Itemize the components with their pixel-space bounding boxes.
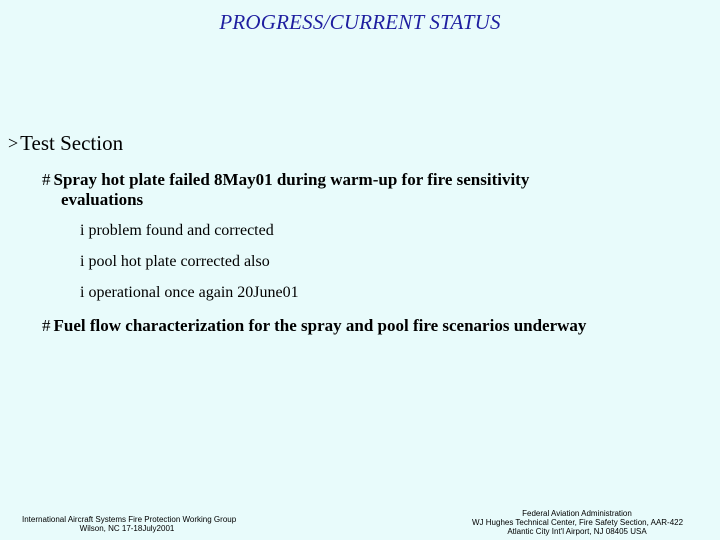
footer-right-line: Federal Aviation Administration — [522, 509, 632, 518]
sub-item-text: pool hot plate corrected also — [88, 253, 270, 270]
footer-left-line: Wilson, NC 17-18July2001 — [79, 524, 175, 533]
sub-item-text: operational once again 20June01 — [88, 284, 299, 301]
list-item — [42, 316, 586, 336]
slide-title: PROGRESS/CURRENT STATUS — [219, 10, 501, 34]
sub-list-item — [80, 222, 274, 240]
hash-bullet-icon: # — [42, 316, 51, 335]
hash-bullet-icon: # — [42, 170, 51, 189]
sub-list-item — [80, 253, 270, 271]
footer-right — [472, 509, 682, 536]
item-text-continued: evaluations — [61, 190, 144, 209]
sub-bullet-icon: i — [80, 253, 85, 270]
arrow-bullet-icon: > — [8, 133, 19, 153]
footer-left-line: International Aircraft Systems Fire Protection Working Group — [22, 515, 237, 524]
sub-list-item — [80, 284, 299, 302]
section-label: Test Section — [20, 131, 124, 155]
footer-right-line: Atlantic City Int'l Airport, NJ 08405 USA — [507, 527, 647, 536]
footer-left — [22, 515, 237, 533]
list-item — [42, 170, 529, 210]
section-heading — [8, 131, 123, 156]
item-text: Spray hot plate failed 8May01 during warm-up for fire sensitivity — [53, 170, 530, 189]
item-text: Fuel flow characterization for the spray and pool fire scenarios underway — [53, 316, 587, 335]
sub-bullet-icon: i — [80, 284, 85, 301]
sub-item-text: problem found and corrected — [88, 222, 274, 239]
footer-right-line: WJ Hughes Technical Center, Fire Safety Section, AAR-422 — [472, 518, 684, 527]
sub-bullet-icon: i — [80, 222, 85, 239]
